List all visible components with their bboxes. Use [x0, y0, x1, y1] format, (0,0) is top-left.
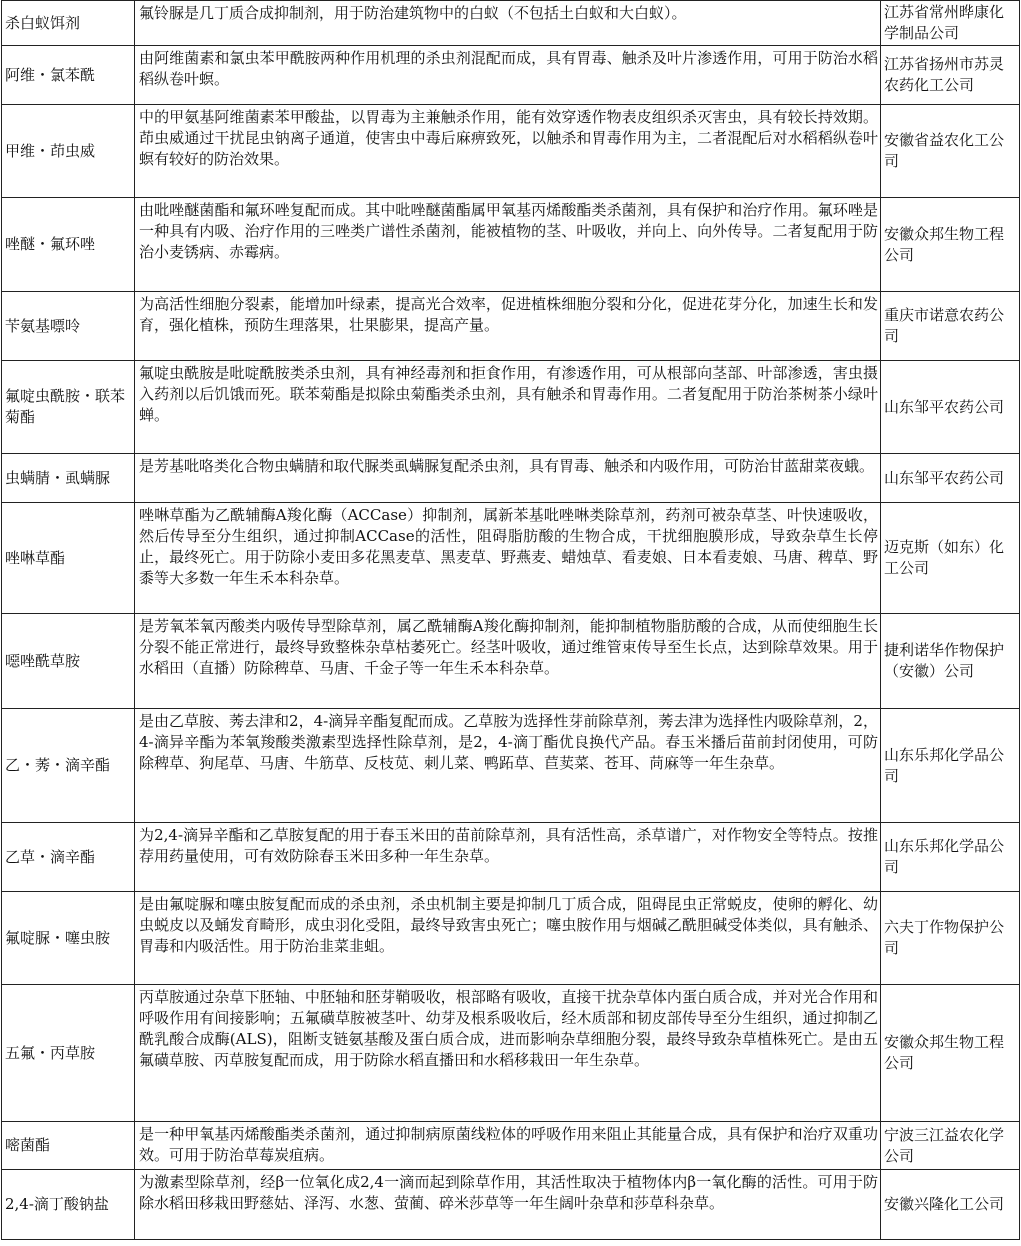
product-name-cell: 杀白蚁饵剂: [2, 1, 135, 46]
table-row: [2, 1122, 1020, 1170]
table-row: [2, 198, 1020, 292]
description-cell: 是由氟啶脲和噻虫胺复配而成的杀虫剂，杀虫机制主要是抑制几丁质合成，阻碍昆虫正常蜕皮，使卵的孵化、幼虫蜕皮以及蛹发育畸形，成虫羽化受阻，最终导致害虫死亡；噻虫胺作用与烟碱乙酰胆碱受体类似，具有触杀、胃毒和内吸活性。用于防治韭菜韭蛆。: [135, 892, 881, 985]
table-row: [2, 1, 1020, 46]
table-row: [2, 361, 1020, 454]
description-cell: 是芳氧苯氧丙酸类内吸传导型除草剂，属乙酰辅酶A羧化酶抑制剂，能抑制植物脂肪酸的合成，从而使细胞生长分裂不能正常进行，最终导致整株杂草枯萎死亡。经茎叶吸收，通过维管束传导至生长点，达到除草效果。用于水稻田（直播）防除稗草、马唐、千金子等一年生禾本科杂草。: [135, 614, 881, 709]
product-name-cell: 五氟・丙草胺: [2, 985, 135, 1122]
table-row: [2, 46, 1020, 105]
product-name-cell: 噁唑酰草胺: [2, 614, 135, 709]
description-cell: 是芳基吡咯类化合物虫螨腈和取代脲类虱螨脲复配杀虫剂，具有胃毒、触杀和内吸作用，可防治甘蓝甜菜夜蛾。: [135, 454, 881, 503]
company-cell: 山东乐邦化学品公司: [881, 709, 1020, 823]
description-cell: 丙草胺通过杂草下胚轴、中胚轴和胚芽鞘吸收，根部略有吸收，直接干扰杂草体内蛋白质合成，并对光合作用和呼吸作用有间接影响；五氟磺草胺被茎叶、幼芽及根系吸收后，经木质部和韧皮部传导至分生组织，通过抑制乙酰乳酸合成酶(ALS)，阻断支链氨基酸及蛋白质合成，进而影响杂草细胞分裂，最终导致杂草植株死亡。是由五氟磺草胺、丙草胺复配而成，用于防除水稻直播田和水稻移栽田一年生杂草。: [135, 985, 881, 1122]
description-cell: 氟啶虫酰胺是吡啶酰胺类杀虫剂，具有神经毒剂和拒食作用，有渗透作用，可从根部向茎部、叶部渗透，害虫摄入药剂以后饥饿而死。联苯菊酯是拟除虫菊酯类杀虫剂，具有触杀和胃毒作用。二者复配用于防治茶树茶小绿叶蝉。: [135, 361, 881, 454]
table-row: [2, 105, 1020, 198]
company-cell: 重庆市诺意农药公司: [881, 292, 1020, 361]
company-cell: 捷利诺华作物保护（安徽）公司: [881, 614, 1020, 709]
product-name-cell: 乙草・滴辛酯: [2, 823, 135, 892]
description-cell: 为激素型除草剂，经β一位氧化成2,4一滴而起到除草作用，其活性取决于植物体内β一氧化酶的活性。可用于防除水稻田移栽田野慈姑、泽泻、水葱、萤蔺、碎米莎草等一年生阔叶杂草和莎草科杂草。: [135, 1170, 881, 1240]
product-name-cell: 阿维・氯苯酰: [2, 46, 135, 105]
description-cell: 为高活性细胞分裂素，能增加叶绿素，提高光合效率，促进植株细胞分裂和分化，促进花芽分化，加速生长和发育，强化植株，预防生理落果，壮果膨果，提高产量。: [135, 292, 881, 361]
table-row: [2, 292, 1020, 361]
table-row: [2, 823, 1020, 892]
table-row: [2, 892, 1020, 985]
company-cell: 安徽众邦生物工程公司: [881, 198, 1020, 292]
product-name-cell: 虫螨腈・虱螨脲: [2, 454, 135, 503]
company-cell: 山东邹平农药公司: [881, 361, 1020, 454]
description-cell: 中的甲氨基阿维菌素苯甲酸盐，以胃毒为主兼触杀作用，能有效穿透作物表皮组织杀灭害虫，具有较长持效期。茚虫威通过干扰昆虫钠离子通道，使害虫中毒后麻痹致死，以触杀和胃毒作用为主，二者混配后对水稻稻纵卷叶螟有较好的防治效果。: [135, 105, 881, 198]
table-row: [2, 503, 1020, 614]
description-cell: 唑啉草酯为乙酰辅酶A羧化酶（ACCase）抑制剂，属新苯基吡唑啉类除草剂，药剂可被杂草茎、叶快速吸收，然后传导至分生组织，通过抑制ACCase的活性，阻碍脂肪酸的生物合成，干扰细胞膜形成，导致杂草生长停止，最终死亡。用于防除小麦田多花黑麦草、黑麦草、野燕麦、蜡烛草、看麦娘、日本看麦娘、马唐、稗草、野黍等大多数一年生禾本科杂草。: [135, 503, 881, 614]
table-row: [2, 454, 1020, 503]
product-name-cell: 苄氨基嘌呤: [2, 292, 135, 361]
company-cell: 六夫丁作物保护公司: [881, 892, 1020, 985]
product-name-cell: 氟啶虫酰胺・联苯菊酯: [2, 361, 135, 454]
table-row: [2, 985, 1020, 1122]
product-name-cell: 唑啉草酯: [2, 503, 135, 614]
description-cell: 由吡唑醚菌酯和氟环唑复配而成。其中吡唑醚菌酯属甲氧基丙烯酸酯类杀菌剂，具有保护和治疗作用。氟环唑是一种具有内吸、治疗作用的三唑类广谱性杀菌剂，能被植物的茎、叶吸收，并向上、向外传导。二者复配用于防治小麦锈病、赤霉病。: [135, 198, 881, 292]
company-cell: 江苏省扬州市苏灵农药化工公司: [881, 46, 1020, 105]
description-cell: 为2,4-滴异辛酯和乙草胺复配的用于春玉米田的苗前除草剂，具有活性高，杀草谱广，对作物安全等特点。按推荐用药量使用，可有效防除春玉米田多种一年生杂草。: [135, 823, 881, 892]
company-cell: 安徽众邦生物工程公司: [881, 985, 1020, 1122]
product-name-cell: 氟啶脲・噻虫胺: [2, 892, 135, 985]
description-cell: 是由乙草胺、莠去津和2，4-滴异辛酯复配而成。乙草胺为选择性芽前除草剂，莠去津为选择性内吸除草剂，2，4-滴异辛酯为苯氧羧酸类激素型选择性除草剂，是2，4-滴丁酯优良换代产品。春玉米播后苗前封闭使用，可防除稗草、狗尾草、马唐、牛筋草、反枝苋、刺儿菜、鸭跖草、苣荬菜、苍耳、苘麻等一年生杂草。: [135, 709, 881, 823]
description-cell: 是一种甲氧基丙烯酸酯类杀菌剂，通过抑制病原菌线粒体的呼吸作用来阻止其能量合成，具有保护和治疗双重功效。可用于防治草莓炭疽病。: [135, 1122, 881, 1170]
company-cell: 宁波三江益农化学公司: [881, 1122, 1020, 1170]
product-name-cell: 唑醚・氟环唑: [2, 198, 135, 292]
description-cell: 由阿维菌素和氯虫苯甲酰胺两种作用机理的杀虫剂混配而成，具有胃毒、触杀及叶片渗透作用，可用于防治水稻稻纵卷叶螟。: [135, 46, 881, 105]
product-name-cell: 乙・莠・滴辛酯: [2, 709, 135, 823]
company-cell: 安徽兴隆化工公司: [881, 1170, 1020, 1240]
product-name-cell: 2,4-滴丁酸钠盐: [2, 1170, 135, 1240]
product-name-cell: 嘧菌酯: [2, 1122, 135, 1170]
company-cell: 山东乐邦化学品公司: [881, 823, 1020, 892]
company-cell: 安徽省益农化工公司: [881, 105, 1020, 198]
company-cell: 山东邹平农药公司: [881, 454, 1020, 503]
company-cell: 江苏省常州晔康化学制品公司: [881, 1, 1020, 46]
description-cell: 氟铃脲是几丁质合成抑制剂，用于防治建筑物中的白蚁（不包括土白蚁和大白蚁）。: [135, 1, 881, 46]
table-row: [2, 709, 1020, 823]
pesticide-table: [1, 0, 1020, 1240]
product-name-cell: 甲维・茚虫威: [2, 105, 135, 198]
company-cell: 迈克斯（如东）化工公司: [881, 503, 1020, 614]
table-row: [2, 614, 1020, 709]
table-row: [2, 1170, 1020, 1240]
